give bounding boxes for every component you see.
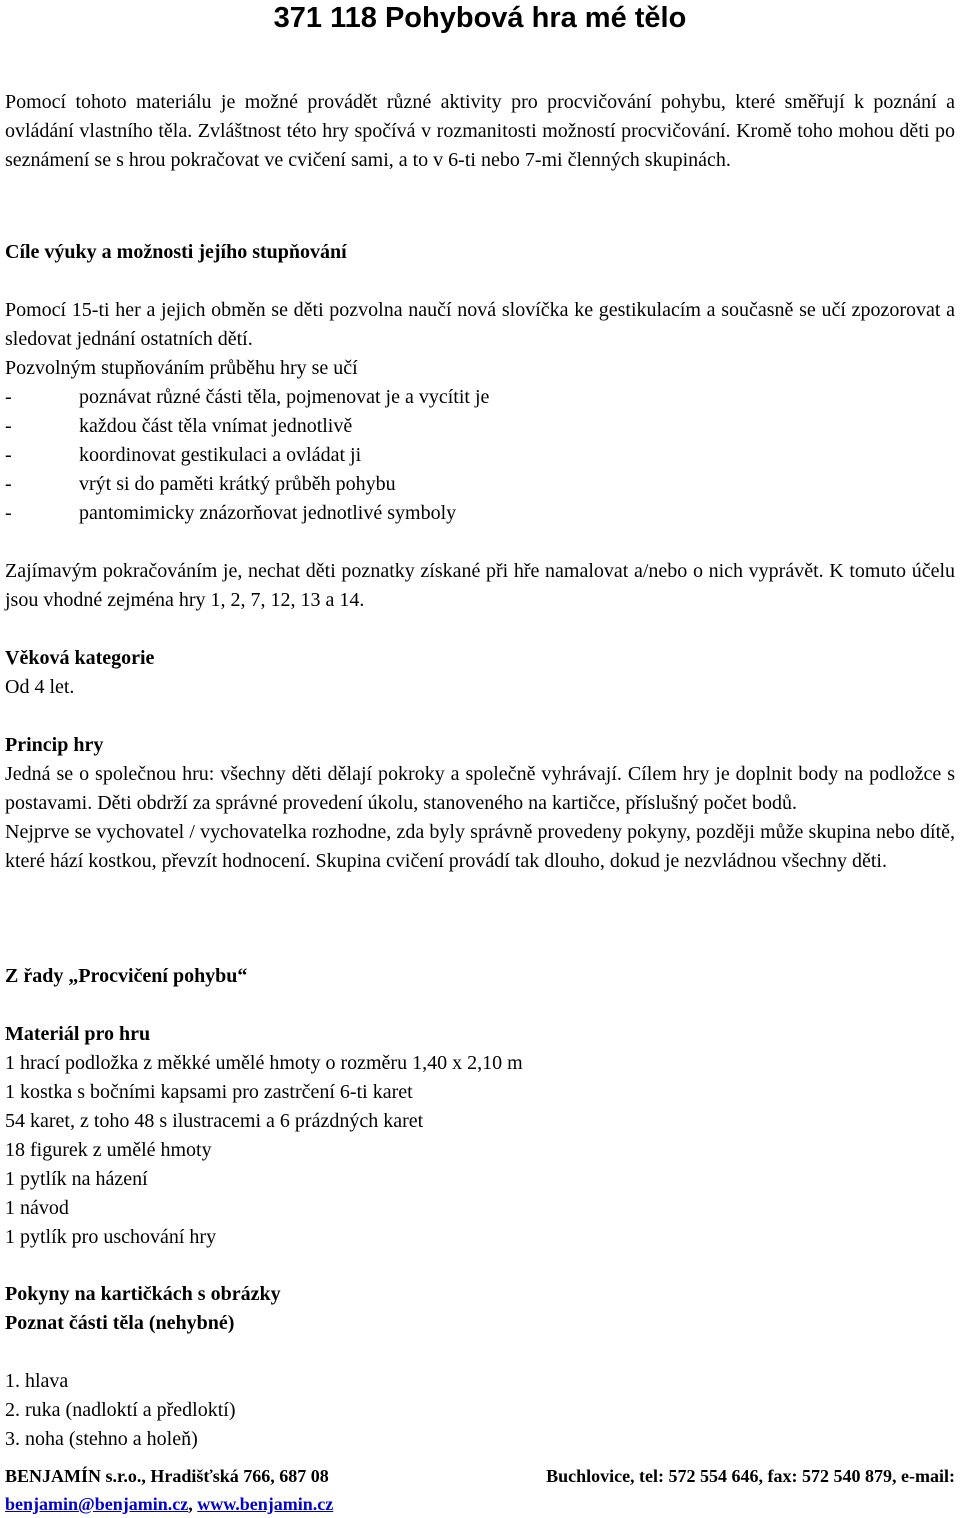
instructions-subheading: Poznat části těla (nehybné)	[5, 1312, 235, 1334]
principle-paragraph-2: Nejprve se vychovatel / vychovatelka rozhodne, zda byly správně provedeny pokyny, později může skupina nebo dítě, které hází kostkou, převzít hodnocení. Skupina cvičení provádí tak dlouho, dokud je nezvládnou všechny děti.	[5, 821, 955, 872]
material-heading: Materiál pro hru	[5, 1023, 151, 1045]
series-section	[5, 962, 955, 991]
list-item: - pantomimicky znázorňovat jednotlivé symboly	[5, 502, 457, 524]
material-section	[5, 1020, 955, 1252]
footer-separator: ,	[188, 1494, 198, 1514]
list-item: 1 kostka s bočními kapsami pro zastrčení 6-ti karet	[5, 1081, 413, 1103]
website-link[interactable]: www.benjamin.cz	[197, 1494, 334, 1514]
instructions-list	[5, 1367, 955, 1454]
list-item: 1 pytlík pro uschování hry	[5, 1226, 217, 1248]
list-item: - každou část těla vnímat jednotlivě	[5, 415, 353, 437]
list-item: 2. ruka (nadloktí a předloktí)	[5, 1399, 236, 1421]
age-heading: Věková kategorie	[5, 647, 155, 669]
footer-links-row	[5, 1490, 955, 1518]
intro-section	[5, 88, 955, 175]
list-item: - vrýt si do paměti krátký průběh pohybu	[5, 473, 396, 495]
list-item: 1. hlava	[5, 1370, 69, 1392]
material-list	[5, 1049, 955, 1252]
list-item: 1 hrací podložka z měkké umělé hmoty o rozměru 1,40 x 2,10 m	[5, 1052, 523, 1074]
goals-continuation-paragraph: Zajímavým pokračováním je, nechat děti poznatky získané při hře namalovat a/nebo o nich vyprávět. K tomuto účelu jsou vhodné zejména hry 1, 2, 7, 12, 13 a 14.	[5, 560, 955, 611]
list-item: 3. noha (stehno a holeň)	[5, 1428, 198, 1450]
goals-paragraph: Pomocí 15-ti her a jejich obměn se děti pozvolna naučí nová slovíčka ke gestikulacím a současně se učí zpozorovat a sledovat jednání ostatních dětí.	[5, 299, 955, 350]
age-text: Od 4 let.	[5, 676, 75, 698]
list-item: - koordinovat gestikulaci a ovládat ji	[5, 444, 362, 466]
page-footer	[5, 1462, 955, 1518]
age-section	[5, 644, 955, 702]
intro-paragraph: Pomocí tohoto materiálu je možné provádět různé aktivity pro procvičování pohybu, které směřují k poznání a ovládání vlastního těla. Zvláštnost této hry spočívá v rozmanitosti možností procvičování. Kromě toho mohou děti po seznámení se s hrou pokračovat ve cvičení sami, a to v 6-ti nebo 7-mi členných skupinách.	[5, 91, 955, 171]
list-item: 54 karet, z toho 48 s ilustracemi a 6 prázdných karet	[5, 1110, 424, 1132]
list-item: - poznávat různé části těla, pojmenovat je a vycítit je	[5, 386, 490, 408]
email-link[interactable]: benjamin@benjamin.cz	[5, 1494, 189, 1514]
goals-section	[5, 238, 955, 615]
goals-heading: Cíle výuky a možnosti jejího stupňování	[5, 241, 347, 263]
instructions-section	[5, 1280, 955, 1454]
goals-list-intro: Pozvolným stupňováním průběhu hry se učí	[5, 357, 358, 379]
instructions-heading: Pokyny na kartičkách s obrázky	[5, 1283, 281, 1305]
list-item: 1 návod	[5, 1197, 69, 1219]
footer-company: BENJAMÍN s.r.o., Hradišťská 766, 687 08	[5, 1466, 329, 1486]
footer-address-row	[5, 1462, 955, 1490]
principle-heading: Princip hry	[5, 734, 104, 756]
footer-contact: Buchlovice, tel: 572 554 646, fax: 572 540 879, e-mail:	[546, 1466, 955, 1486]
principle-paragraph-1: Jedná se o společnou hru: všechny děti dělají pokroky a společně vyhrávají. Cílem hry je doplnit body na podložce s postavami. Děti obdrží za správné provedení úkolu, stanoveného na kartičce, příslušný počet bodů.	[5, 763, 955, 814]
page-title: 371 118 Pohybová hra mé tělo	[273, 2, 687, 34]
list-item: 1 pytlík na házení	[5, 1168, 148, 1190]
principle-section	[5, 731, 955, 876]
series-heading: Z řady „Procvičení pohybu“	[5, 965, 248, 987]
goals-list	[5, 383, 955, 528]
list-item: 18 figurek z umělé hmoty	[5, 1139, 212, 1161]
